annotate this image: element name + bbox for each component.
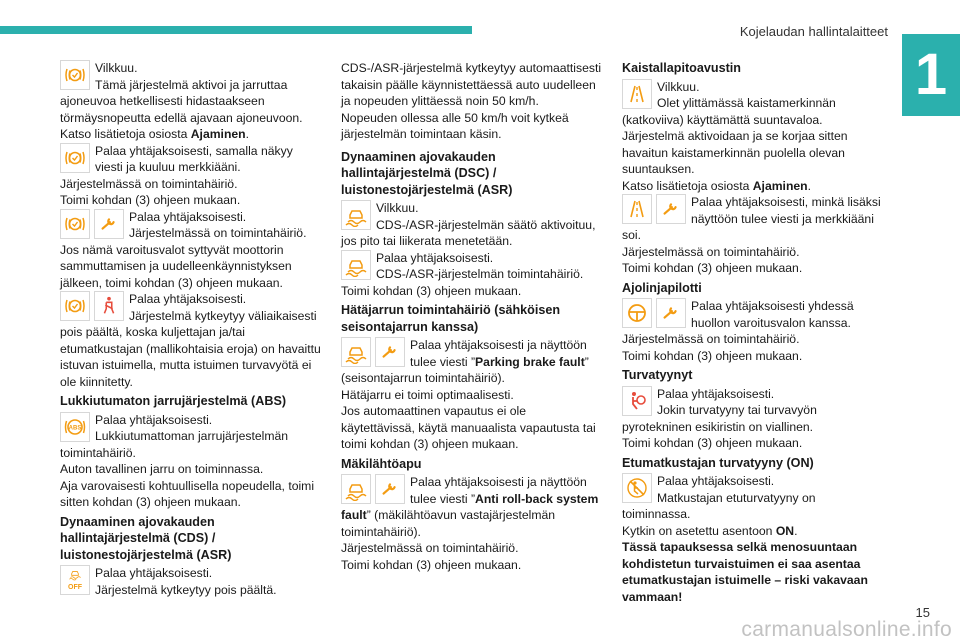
text: Tämä järjestelmä aktivoi ja jarruttaa ajoneuvoa hetkellisesti hidastaakseen törmäysnopeutta edellä ajavaan ajoneuvoon. xyxy=(60,77,303,125)
section-heading: Kaistallapitoavustin xyxy=(622,61,741,75)
text: Jokin turvatyyny tai turvavyön pyrotekninen esikiristin on viallinen. xyxy=(622,403,817,434)
block-esp-flashing xyxy=(341,200,603,250)
text: Palaa yhtäjaksoisesti. xyxy=(129,292,247,306)
lane-departure-icon xyxy=(622,79,652,109)
text: Jos automaattinen vapautus ei ole käytettävissä, käytä manuaalista vapautusta tai toimi kohdan (3) ohjeen mukaan. xyxy=(341,404,596,451)
text: CDS-/ASR-järjestelmän säätö aktivoituu, jos pito tai liikerata menetetään. xyxy=(341,217,596,248)
block-traction-seatbelt xyxy=(60,291,322,390)
text: Palaa yhtäjaksoisesti. xyxy=(657,386,775,401)
section-heading: Ajolinjapilotti xyxy=(622,280,702,295)
traction-control-icon xyxy=(60,209,90,239)
text: Auton tavallinen jarru on toiminnassa. xyxy=(60,462,264,476)
text: Toimi kohdan (3) ohjeen mukaan. xyxy=(622,436,803,450)
block-abs xyxy=(60,412,322,511)
warning-text: Tässä tapauksessa selkä menosuuntaan kohdistetun turvaistuimen ei saa asentaa etumatkustajan istuimelle – riski vakavaan vammaan! xyxy=(622,540,868,604)
esp-icon xyxy=(341,250,371,280)
text: Toimi kohdan (3) ohjeen mukaan. xyxy=(60,193,241,207)
text: Toimi kohdan (3) ohjeen mukaan. xyxy=(622,348,803,363)
text: Katso lisätietoja osiosta Ajaminen. xyxy=(60,127,249,141)
text: Palaa yhtäjaksoisesti yhdessä huollon varoitusvalon kanssa. xyxy=(691,299,854,330)
section-heading: Dynaaminen ajovakauden hallintajärjestelmä (DSC) / luistonestojärjestelmä (ASR) xyxy=(341,149,513,197)
text: Palaa yhtäjaksoisesti ja näyttöön tulee viesti ”Anti roll-back system fault” (mäkilähtöavun vastajärjestelmän toimintahäiriö). xyxy=(341,475,599,539)
block-parking-brake xyxy=(341,337,603,453)
column-right xyxy=(622,60,884,605)
text: Toimi kohdan (3) ohjeen mukaan. xyxy=(622,261,803,275)
passenger-airbag-off-icon xyxy=(622,473,652,503)
text: Palaa yhtäjaksoisesti. xyxy=(95,566,213,580)
watermark: carmanualsonline.info xyxy=(741,618,952,641)
text: Palaa yhtäjaksoisesti. xyxy=(95,412,213,427)
block-hill-assist xyxy=(341,474,603,573)
esp-off-icon xyxy=(60,565,90,595)
lane-departure-icon xyxy=(622,194,652,224)
block-airbag xyxy=(622,386,884,452)
block-passenger-airbag xyxy=(622,473,884,605)
text: CDS-/ASR-järjestelmä kytkeytyy automaattisesti takaisin päälle käynnistettäessä auto uudelleen ja nopeuden ylittäessä noin 50 km/h. xyxy=(341,61,602,108)
text: Järjestelmässä on toimintahäiriö. xyxy=(622,244,800,259)
traction-control-icon xyxy=(60,291,90,321)
section-heading: Hätäjarrun toimintahäiriö (sähköisen seisontajarrun kanssa) xyxy=(341,303,561,334)
page-number: 15 xyxy=(915,605,930,620)
block-traction-flashing xyxy=(60,60,322,143)
esp-icon xyxy=(341,337,371,367)
block-esp-steady xyxy=(341,250,603,300)
text: Palaa yhtäjaksoisesti ja näyttöön tulee viesti ”Parking brake fault” (seisontajarrun toimintahäiriö). xyxy=(341,338,589,385)
text: Nopeuden ollessa alle 50 km/h voit kytkeä järjestelmän toimintaan käsin. xyxy=(341,110,569,141)
steering-wheel-icon xyxy=(622,298,652,328)
passenger-seat-icon xyxy=(94,291,124,321)
text: Järjestelmä kytkeytyy väliaikaisesti pois päältä, koska kuljettajan ja/tai etumatkustajan (mallikohtaisia eroja) on havaittu istuvan istuimella, mutta istuimen turvavyötä ei ole kiinnitetty. xyxy=(60,308,321,389)
header-accent-bar xyxy=(0,26,472,34)
section-heading: Etumatkustajan turvatyyny (ON) xyxy=(622,455,814,470)
wrench-icon xyxy=(656,194,686,224)
traction-control-icon xyxy=(60,143,90,173)
text: Toimi kohdan (3) ohjeen mukaan. xyxy=(341,283,522,298)
esp-icon xyxy=(341,200,371,230)
column-left xyxy=(60,60,322,598)
text: Järjestelmässä on toimintahäiriö. xyxy=(60,176,238,191)
section-heading: Turvatyynyt xyxy=(622,368,693,382)
text: Matkustajan etuturvatyyny on toiminnassa. xyxy=(622,490,816,521)
text: Toimi kohdan (3) ohjeen mukaan. xyxy=(341,557,522,572)
section-heading: Mäkilähtöapu xyxy=(341,456,422,471)
text: Aja varovaisesti kohtuullisella nopeudella, toimi sitten kohdan (3) ohjeen mukaan. xyxy=(60,478,315,509)
text: Järjestelmässä on toimintahäiriö. xyxy=(129,226,307,240)
block-lane-service xyxy=(622,194,884,277)
block-traction-steady xyxy=(60,143,322,209)
text: Järjestelmässä on toimintahäiriö. xyxy=(622,332,800,346)
wrench-icon xyxy=(94,209,124,239)
traction-control-icon xyxy=(60,60,90,90)
block-traction-service xyxy=(60,209,322,292)
esp-icon xyxy=(341,474,371,504)
abs-icon xyxy=(60,412,90,442)
wrench-icon xyxy=(375,474,405,504)
block-esp-off xyxy=(60,565,322,598)
column-middle xyxy=(341,60,603,573)
text: Vilkkuu. xyxy=(95,61,138,75)
text: Jos nämä varoitusvalot syttyvät moottorin sammuttamisen ja uudelleenkäynnistyksen jälkeen, toimi kohdan (3) ohjeen mukaan. xyxy=(60,242,292,290)
section-heading: Lukkiutumaton jarrujärjestelmä (ABS) xyxy=(60,394,287,408)
block-lane-flashing xyxy=(622,79,884,195)
chapter-title: Kojelaudan hallintalaitteet xyxy=(739,24,888,39)
text: Palaa yhtäjaksoisesti, samalla näkyy viesti ja kuuluu merkkiääni. xyxy=(95,143,293,174)
airbag-icon xyxy=(622,386,652,416)
off-label: OFF xyxy=(68,583,82,591)
text: CDS-/ASR-järjestelmän toimintahäiriö. xyxy=(376,267,584,281)
text: Hätäjarru ei toimi optimaalisesti. xyxy=(341,387,514,402)
text: Palaa yhtäjaksoisesti. xyxy=(657,474,775,488)
wrench-icon xyxy=(375,337,405,367)
text: Palaa yhtäjaksoisesti, minkä lisäksi näyttöön tulee viesti ja merkkiääni soi. xyxy=(622,195,881,242)
text: Järjestelmä aktivoidaan ja se korjaa sitten havaitun kaistamerkinnän puolella olevan suuntauksen. xyxy=(622,129,848,176)
text: Palaa yhtäjaksoisesti. xyxy=(376,250,494,265)
text: Katso lisätietoja osiosta Ajaminen. xyxy=(622,178,811,193)
wrench-icon xyxy=(656,298,686,328)
text: Järjestelmä kytkeytyy pois päältä. xyxy=(95,582,277,597)
text: Järjestelmässä on toimintahäiriö. xyxy=(341,541,519,555)
block-steering xyxy=(622,298,884,364)
text: Palaa yhtäjaksoisesti. xyxy=(129,209,247,224)
text: Vilkkuu. xyxy=(376,201,419,215)
section-heading: Dynaaminen ajovakauden hallintajärjestelmä (CDS) / luistonestojärjestelmä (ASR) xyxy=(60,514,232,562)
text: Olet ylittämässä kaistamerkinnän (katkoviiva) käyttämättä suuntavaloa. xyxy=(622,96,836,127)
text: Vilkkuu. xyxy=(657,79,700,94)
text: Lukkiutumattoman jarrujärjestelmän toimintahäiriö. xyxy=(60,429,289,460)
text: Kytkin on asetettu asentoon ON. xyxy=(622,523,798,538)
chapter-number: 1 xyxy=(902,34,960,116)
